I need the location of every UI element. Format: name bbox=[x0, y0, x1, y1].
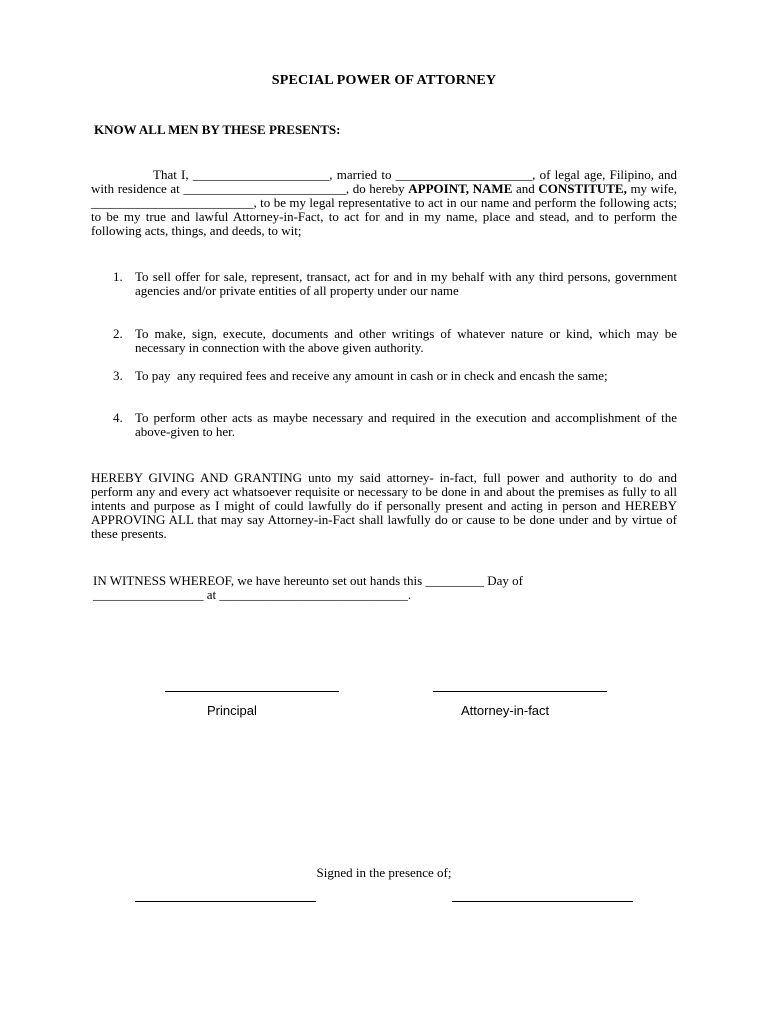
witness-signature-line bbox=[135, 901, 316, 902]
witness-text: at bbox=[203, 587, 220, 602]
spouse-name-blank: _____________________ bbox=[395, 167, 533, 182]
month-blank: _________________ bbox=[93, 587, 204, 602]
opening-paragraph bbox=[91, 168, 677, 238]
attorney-signature-line bbox=[433, 691, 607, 692]
preamble: KNOW ALL MEN BY THESE PRESENTS: bbox=[94, 122, 341, 137]
wife-name-blank: _________________________ bbox=[91, 195, 254, 210]
opening-text: , do hereby bbox=[345, 181, 409, 196]
witness-signature-line bbox=[452, 901, 633, 902]
principal-label: Principal bbox=[207, 703, 257, 718]
witness-text: IN WITNESS WHEREOF, we have hereunto set out hands this bbox=[93, 573, 426, 588]
appoint-name-bold: APPOINT, NAME bbox=[408, 181, 513, 196]
opening-text: , to be my legal representative to act in our name and perform the following acts; to be my true and lawful Attorney-in-Fact, to act for and in my name, place and stead, and to perform the following acts, things, and deeds, to wit; bbox=[91, 195, 677, 238]
list-item-number: 4. bbox=[113, 410, 123, 425]
constitute-bold: CONSTITUTE, bbox=[538, 181, 627, 196]
opening-text: , married to bbox=[329, 167, 396, 182]
place-blank: _____________________________ bbox=[219, 587, 408, 602]
list-item-text: To make, sign, execute, documents and other writings of whatever nature or kind, which may be necessary in connection with the above given authority. bbox=[135, 326, 677, 355]
document-title: SPECIAL POWER OF ATTORNEY bbox=[271, 73, 497, 88]
witness-text: . bbox=[407, 587, 412, 602]
residence-blank: _________________________ bbox=[183, 181, 346, 196]
witness-text: Day of bbox=[483, 573, 523, 588]
day-blank: _________ bbox=[425, 573, 484, 588]
opening-text: my wife, bbox=[626, 181, 677, 196]
principal-name-blank: _____________________ bbox=[192, 167, 330, 182]
opening-text: and bbox=[512, 181, 539, 196]
principal-signature-line bbox=[165, 691, 339, 692]
attorney-label: Attorney-in-fact bbox=[461, 703, 550, 718]
presence-heading: Signed in the presence of; bbox=[316, 865, 452, 880]
opening-text: That I, bbox=[153, 167, 193, 182]
granting-paragraph: HEREBY GIVING AND GRANTING unto my said attorney- in-fact, full power and authority to do and perform any and every act whatsoever requisite or necessary to be done in and about the premises as fully to all intents and purpose as I might of could lawfully do if personally present and acting in person and HEREBY APPROVING ALL that may say Attorney-in-Fact shall lawfully do or cause to be done under and by virtue of these presents. bbox=[91, 470, 677, 541]
list-item-number: 2. bbox=[113, 326, 123, 341]
list-item-number: 1. bbox=[113, 269, 123, 284]
list-item-text: To sell offer for sale, represent, transact, act for and in my behalf with any third persons, government agencies and/or private entities of all property under our name bbox=[135, 269, 677, 298]
list-item-number: 3. bbox=[113, 368, 123, 383]
opening-text: , of legal age, Filipino, and with residence at bbox=[91, 167, 677, 196]
witness-paragraph bbox=[93, 574, 613, 602]
list-item-text: To pay any required fees and receive any amount in cash or in check and encash the same; bbox=[135, 368, 608, 383]
list-item-text: To perform other acts as maybe necessary and required in the execution and accomplishment of the above-given to her. bbox=[135, 410, 677, 439]
